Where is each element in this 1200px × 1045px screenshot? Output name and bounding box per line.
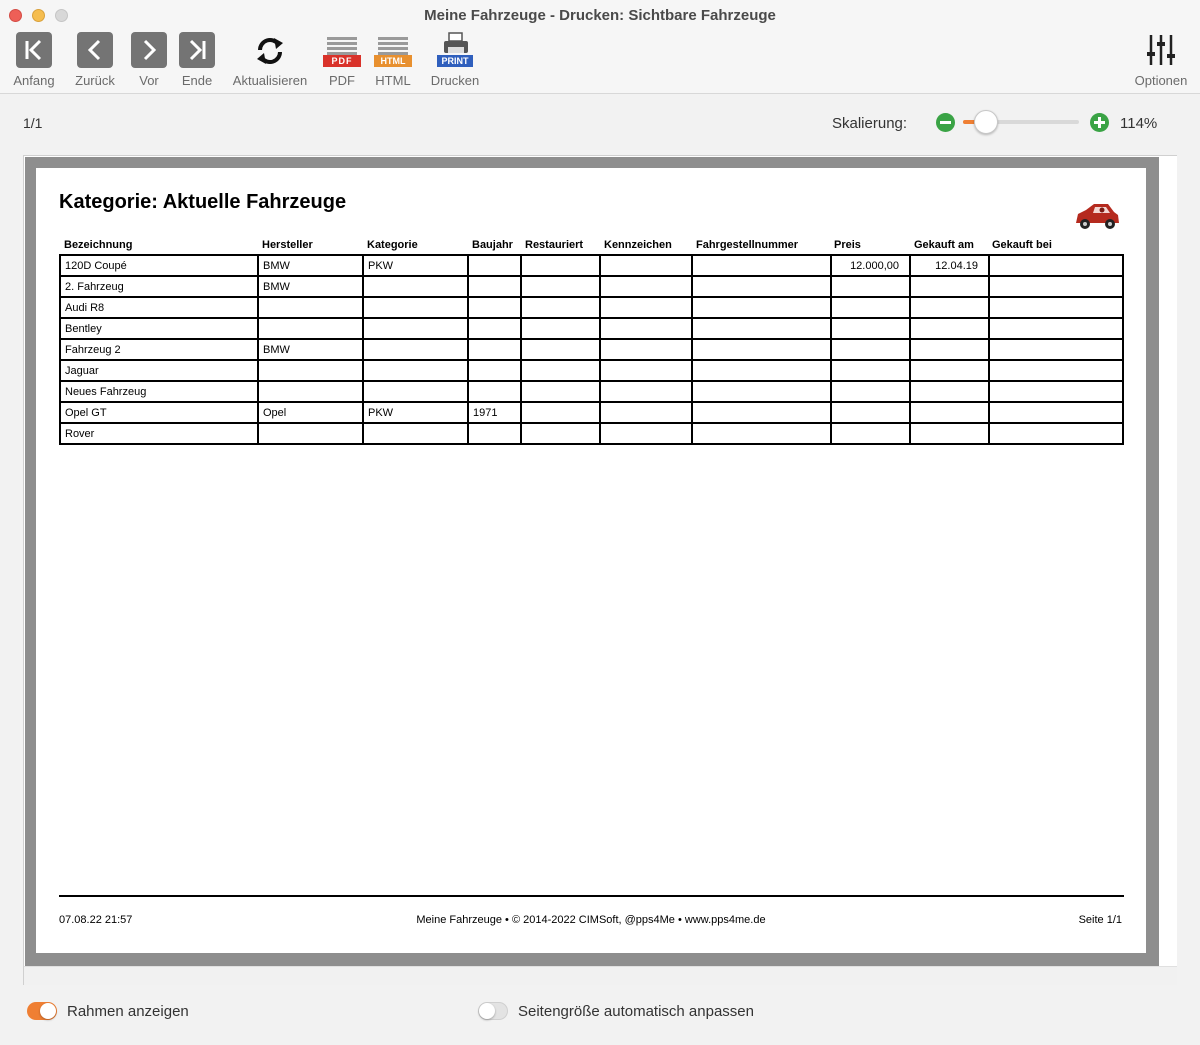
table-cell — [989, 423, 1123, 444]
auto-page-size-toggle[interactable] — [478, 1002, 508, 1020]
html-export-button[interactable] — [371, 32, 415, 90]
table-cell — [363, 339, 468, 360]
table-cell — [989, 297, 1123, 318]
sliders-icon — [1147, 34, 1175, 66]
table-cell — [910, 381, 989, 402]
table-cell — [600, 381, 692, 402]
pdf-label: PDF — [329, 73, 355, 88]
table-cell: PKW — [363, 402, 468, 423]
table-cell — [910, 276, 989, 297]
table-cell — [600, 297, 692, 318]
table-cell — [258, 381, 363, 402]
table-cell — [258, 297, 363, 318]
pdf-badge: PDF — [323, 55, 361, 67]
table-cell: 12.04.19 — [910, 255, 989, 276]
next-page-button[interactable] — [125, 32, 173, 90]
table-cell — [910, 402, 989, 423]
print-label: Drucken — [430, 73, 480, 88]
table-cell — [692, 276, 831, 297]
table-cell: Opel — [258, 402, 363, 423]
table-cell — [692, 360, 831, 381]
table-cell — [363, 381, 468, 402]
table-cell — [468, 360, 521, 381]
column-header: Gekauft am — [914, 239, 974, 251]
scale-label: Skalierung: — [832, 115, 908, 132]
table-cell — [989, 318, 1123, 339]
footer-copyright: Meine Fahrzeuge • © 2014-2022 CIMSoft, @pps4Me • www.pps4me.de — [416, 914, 766, 926]
table-cell — [692, 402, 831, 423]
first-page-icon — [16, 32, 52, 68]
zoom-slider-knob[interactable] — [974, 110, 998, 134]
table-cell — [692, 381, 831, 402]
table-cell — [831, 297, 910, 318]
column-header: Kategorie — [367, 239, 418, 251]
table-cell: BMW — [258, 339, 363, 360]
table-row — [60, 360, 1123, 381]
table-cell — [989, 402, 1123, 423]
table-cell — [258, 318, 363, 339]
column-header: Fahrgestellnummer — [696, 239, 799, 251]
column-header: Kennzeichen — [604, 239, 672, 251]
footer-divider — [59, 895, 1124, 897]
table-cell: Rover — [60, 423, 258, 444]
table-cell — [600, 276, 692, 297]
table-cell — [989, 255, 1123, 276]
table-cell: Audi R8 — [60, 297, 258, 318]
table-cell — [363, 297, 468, 318]
window-title: Meine Fahrzeuge - Drucken: Sichtbare Fahrzeuge — [424, 7, 776, 24]
table-row — [60, 381, 1123, 402]
auto-page-size-toggle-knob — [479, 1003, 495, 1019]
print-preview-area — [23, 155, 1177, 985]
table-cell — [521, 318, 600, 339]
footer-page-number: Seite 1/1 — [1078, 914, 1122, 926]
html-icon — [377, 36, 409, 56]
table-cell — [692, 297, 831, 318]
table-cell — [600, 318, 692, 339]
table-row — [60, 423, 1123, 444]
printer-icon — [442, 32, 470, 56]
report-title: Kategorie: Aktuelle Fahrzeuge — [59, 191, 347, 213]
table-cell — [831, 402, 910, 423]
table-cell — [258, 360, 363, 381]
table-cell — [989, 360, 1123, 381]
html-label: HTML — [375, 73, 411, 88]
table-cell — [692, 423, 831, 444]
preview-frame — [25, 157, 1159, 967]
table-cell — [831, 381, 910, 402]
table-cell: 12.000,00 — [831, 255, 910, 276]
table-cell — [521, 360, 600, 381]
table-cell — [910, 339, 989, 360]
table-cell — [989, 381, 1123, 402]
column-header: Baujahr — [472, 239, 513, 251]
options-button[interactable] — [1130, 32, 1192, 90]
table-cell — [910, 423, 989, 444]
show-frame-toggle-knob — [40, 1003, 56, 1019]
table-cell: PKW — [363, 255, 468, 276]
options-label: Optionen — [1134, 73, 1188, 88]
table-cell — [831, 360, 910, 381]
table-row — [60, 297, 1123, 318]
table-cell — [363, 276, 468, 297]
table-cell — [468, 423, 521, 444]
table-cell — [989, 339, 1123, 360]
last-page-button[interactable] — [173, 32, 221, 90]
table-cell — [910, 360, 989, 381]
column-header: Bezeichnung — [64, 239, 133, 251]
table-cell — [989, 276, 1123, 297]
refresh-icon — [252, 33, 288, 69]
table-cell — [600, 339, 692, 360]
horizontal-scrollbar[interactable] — [24, 966, 1177, 985]
table-cell — [910, 297, 989, 318]
previous-page-label: Zurück — [75, 73, 115, 88]
column-header: Hersteller — [262, 239, 313, 251]
table-cell — [521, 381, 600, 402]
vehicle-table-body — [60, 255, 1123, 444]
table-cell — [521, 276, 600, 297]
column-headers — [60, 239, 1124, 255]
first-page-label: Anfang — [13, 73, 55, 88]
table-cell — [600, 402, 692, 423]
table-cell — [692, 318, 831, 339]
show-frame-toggle[interactable] — [27, 1002, 57, 1020]
table-cell — [692, 339, 831, 360]
table-cell: 120D Coupé — [60, 255, 258, 276]
table-cell — [468, 297, 521, 318]
table-cell: Neues Fahrzeug — [60, 381, 258, 402]
pdf-icon — [326, 36, 358, 56]
next-page-label: Vor — [139, 73, 159, 88]
last-page-label: Ende — [181, 73, 213, 88]
auto-page-size-label: Seitengröße automatisch anpassen — [518, 1003, 754, 1020]
table-row — [60, 255, 1123, 276]
table-cell: 2. Fahrzeug — [60, 276, 258, 297]
print-button[interactable] — [428, 32, 482, 90]
zoom-in-button[interactable] — [1090, 113, 1109, 132]
table-cell — [521, 297, 600, 318]
table-cell — [363, 318, 468, 339]
table-cell: Fahrzeug 2 — [60, 339, 258, 360]
toolbar — [0, 0, 1200, 94]
previous-page-icon — [77, 32, 113, 68]
table-row — [60, 339, 1123, 360]
table-row — [60, 402, 1123, 423]
vertical-scrollbar[interactable] — [1160, 156, 1177, 966]
pdf-export-button[interactable] — [320, 32, 364, 90]
column-header: Preis — [834, 239, 861, 251]
table-cell — [521, 255, 600, 276]
table-cell — [363, 360, 468, 381]
next-page-icon — [131, 32, 167, 68]
table-cell — [468, 255, 521, 276]
table-cell — [468, 381, 521, 402]
html-badge: HTML — [374, 55, 412, 67]
column-header: Restauriert — [525, 239, 584, 251]
table-cell — [600, 255, 692, 276]
table-cell: BMW — [258, 276, 363, 297]
table-row — [60, 276, 1123, 297]
table-cell: BMW — [258, 255, 363, 276]
last-page-icon — [179, 32, 215, 68]
table-cell — [521, 402, 600, 423]
table-cell: Opel GT — [60, 402, 258, 423]
table-cell — [692, 255, 831, 276]
table-cell: Bentley — [60, 318, 258, 339]
report-page — [36, 168, 1146, 953]
table-cell: Jaguar — [60, 360, 258, 381]
table-cell — [831, 276, 910, 297]
table-row — [60, 318, 1123, 339]
refresh-label: Aktualisieren — [232, 73, 308, 88]
table-cell — [258, 423, 363, 444]
car-logo-icon — [1072, 198, 1122, 234]
page-counter: 1/1 — [23, 115, 43, 131]
previous-page-button[interactable] — [71, 32, 119, 90]
table-cell — [521, 423, 600, 444]
vehicle-table — [59, 254, 1124, 445]
print-badge: PRINT — [437, 55, 473, 67]
footer-timestamp: 07.08.22 21:57 — [59, 914, 133, 926]
table-cell — [468, 318, 521, 339]
zoom-out-button[interactable] — [936, 113, 955, 132]
table-cell — [831, 423, 910, 444]
table-cell — [363, 423, 468, 444]
table-cell — [910, 318, 989, 339]
table-cell — [600, 423, 692, 444]
first-page-button[interactable] — [10, 32, 58, 90]
table-cell — [468, 276, 521, 297]
refresh-button[interactable] — [230, 32, 310, 90]
table-cell: 1971 — [468, 402, 521, 423]
column-header: Gekauft bei — [992, 239, 1052, 251]
zoom-value: 114% — [1120, 115, 1158, 132]
table-cell — [831, 318, 910, 339]
show-frame-label: Rahmen anzeigen — [67, 1003, 189, 1020]
table-cell — [600, 360, 692, 381]
table-cell — [831, 339, 910, 360]
table-cell — [521, 339, 600, 360]
table-cell — [468, 339, 521, 360]
